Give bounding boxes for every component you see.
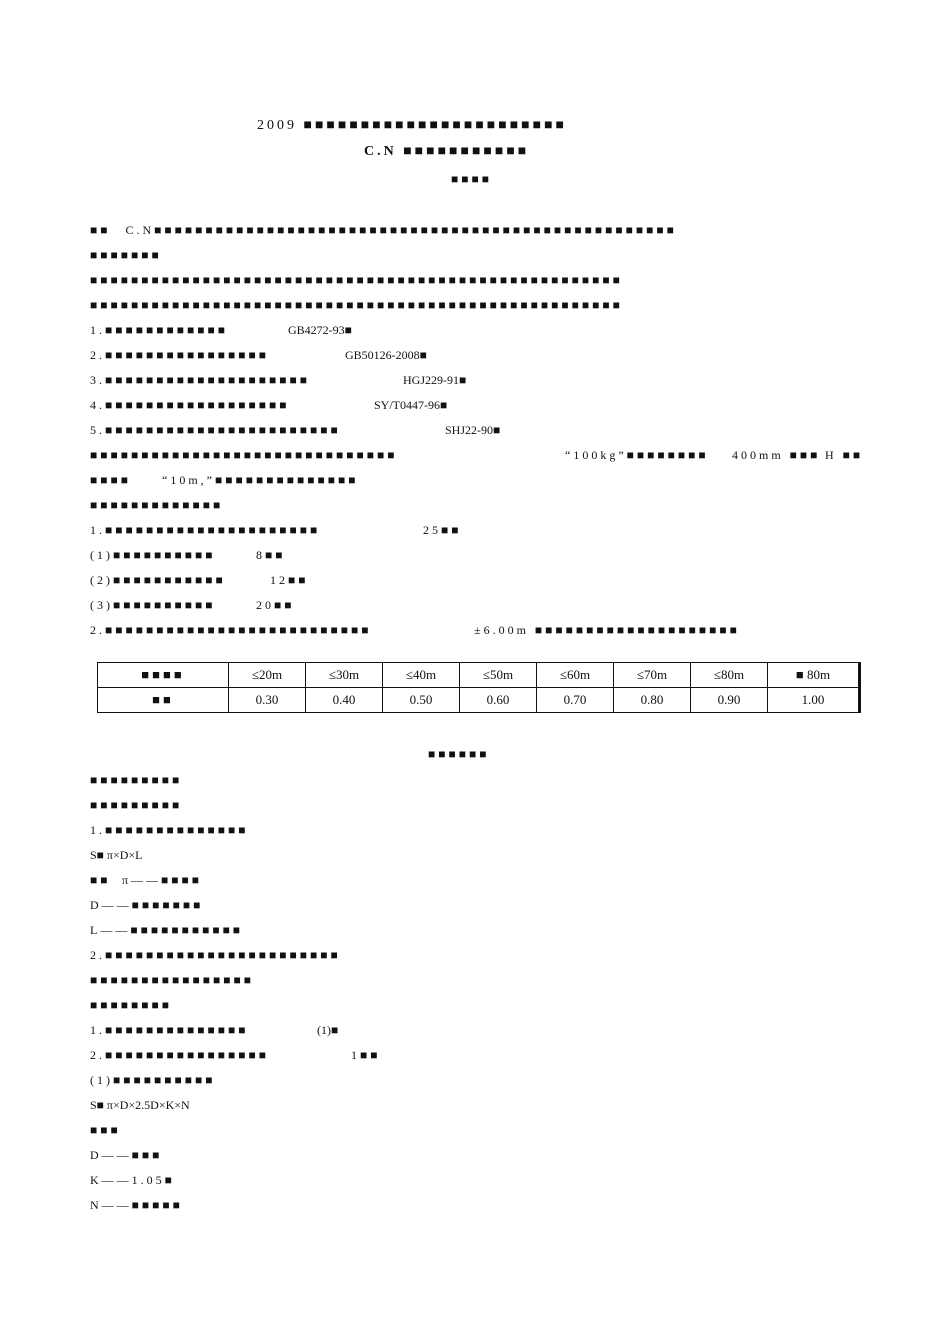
item-label: (2)■■■■■■■■■■■ [90,573,226,587]
table-cell: 0.90 [691,688,768,713]
formula-flange-area: S■ π×D×2.5D×K×N [90,1098,190,1112]
table-row [98,663,860,688]
table-header-cell: ≤40m [383,663,460,688]
table-header-cell: ≤60m [537,663,614,688]
table-cell: 1.00 [768,688,860,713]
where-label: ■■ [90,873,111,887]
item-value: 25■■ [423,523,462,537]
item-value: ±6.00m ■■■■■■■■■■■■■■■■■■■■ [474,623,740,637]
variable-k: K——1.05■ [90,1173,175,1187]
table-header-cell: ≤80m [691,663,768,688]
item-label: (1)■■■■■■■■■■ [90,548,216,562]
item-value: (1)■ [317,1023,339,1037]
table-header-cell: ≤50m [460,663,537,688]
weight-note-q3: H ■■ [825,448,864,462]
section3-line: 1.■■■■■■■■■■■■■■ [90,823,249,837]
item-label: 1.■■■■■■■■■■■■■■■■■■■■■ [90,523,321,537]
standard-label: 1.■■■■■■■■■■■■ [90,323,228,337]
section3-line: ■■■■■■■■■ [90,798,183,812]
item-label: 1.■■■■■■■■■■■■■■ [90,1023,249,1037]
variable-l: L——■■■■■■■■■■■ [90,923,244,937]
table-header-cell: ■ 80m [768,663,860,688]
document-title-line1: 2009 ■■■■■■■■■■■■■■■■■■■■■■■ [257,118,567,133]
section3-line: 2.■■■■■■■■■■■■■■■■■■■■■■■ [90,948,341,962]
weight-note-lead: ■■■■■■■■■■■■■■■■■■■■■■■■■■■■■■ [90,448,398,462]
table-header-cell: ≤70m [614,663,691,688]
weight-note-line2-quote: “10m,”■■■■■■■■■■■■■■ [162,473,359,487]
table-header-cell: ≤20m [229,663,306,688]
section2-heading: ■■■■■■■■■■■■■ [90,498,224,512]
paragraph-intro-d: ■■■■■■■■■■■■■■■■■■■■■■■■■■■■■■■■■■■■■■■■■■■■■■■■■■■■ [90,298,623,312]
section3-line: ■■■■■■■■■■■■■■■■ [90,973,254,987]
table-cell: 0.80 [614,688,691,713]
formula-surface-area: S■ π×D×L [90,848,143,862]
item-value: 1■■ [351,1048,381,1062]
section3-line: ■■■■■■■■ [90,998,172,1012]
standard-code: GB4272-93■ [288,323,352,337]
item-label: (3)■■■■■■■■■■ [90,598,216,612]
variable-n: N——■■■■■ [90,1198,183,1212]
table-cell: 0.50 [383,688,460,713]
standard-label: 3.■■■■■■■■■■■■■■■■■■■■ [90,373,310,387]
section3-line: ■■■■■■■■■ [90,773,183,787]
variable-pi: π——■■■■ [122,873,203,887]
standard-code: HGJ229-91■ [403,373,467,387]
table-cell: 0.40 [306,688,383,713]
variable-d: D——■■■ [90,1148,163,1162]
paragraph-intro-c: ■■■■■■■■■■■■■■■■■■■■■■■■■■■■■■■■■■■■■■■■■■■■■■■■■■■■ [90,273,623,287]
item-value: 12■■ [270,573,309,587]
item-label: 2.■■■■■■■■■■■■■■■■ [90,1048,269,1062]
paragraph-intro-a: ■■ C.N■■■■■■■■■■■■■■■■■■■■■■■■■■■■■■■■■■■■■■■■■■■■■■■■■■■ [90,223,677,237]
document-title-line2: C.N ■■■■■■■■■■■ [364,144,530,159]
table-header-label: ■■■■ [98,663,229,688]
table-cell: 0.60 [460,688,537,713]
paragraph-intro-b: ■■■■■■■ [90,248,162,262]
standard-code: SHJ22-90■ [445,423,501,437]
variable-d: D——■■■■■■■ [90,898,204,912]
weight-note-q1: “100kg”■■■■■■■■ [565,448,709,462]
item-value: 20■■ [256,598,295,612]
table-row [98,688,860,713]
table-cell: 0.30 [229,688,306,713]
standard-code: GB50126-2008■ [345,348,427,362]
weight-note-q2: 400mm ■■■ [732,448,821,462]
where-label: ■■■ [90,1123,121,1137]
standard-label: 5.■■■■■■■■■■■■■■■■■■■■■■■ [90,423,341,437]
height-coefficient-table [97,662,861,713]
table-header-cell: ≤30m [306,663,383,688]
section3-line: (1)■■■■■■■■■■ [90,1073,216,1087]
item-value: 8■■ [256,548,286,562]
table-row-label: ■■ [98,688,229,713]
weight-note-line2-lead: ■■■■ [90,473,131,487]
document-subtitle: ■■■■ [451,172,492,186]
item-label: 2.■■■■■■■■■■■■■■■■■■■■■■■■■■ [90,623,372,637]
standard-label: 4.■■■■■■■■■■■■■■■■■■ [90,398,290,412]
section3-heading: ■■■■■■ [428,747,490,761]
standard-label: 2.■■■■■■■■■■■■■■■■ [90,348,269,362]
table-cell: 0.70 [537,688,614,713]
standard-code: SY/T0447-96■ [374,398,448,412]
